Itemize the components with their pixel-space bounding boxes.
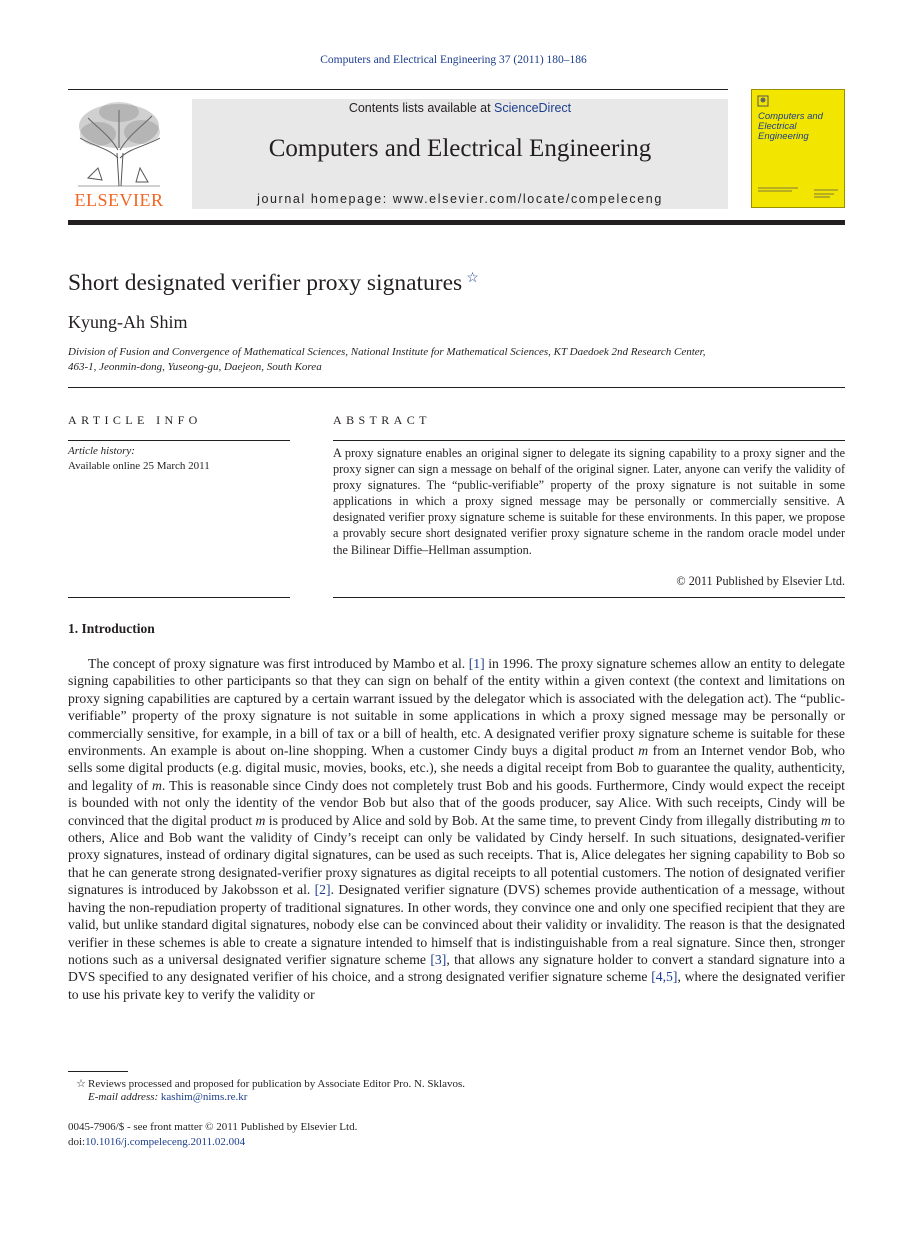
citation-ref-1[interactable]: [1] [468, 656, 485, 671]
intro-text-6: to others, Alice and Bob want the validity of Cindy’s receipt can only be validated by Cindy herself. In such situations, designated-verifier proxy signatures, instead of ordinary digital signatures, can be used as such receipts. That is, Alice delegates her signing capability to Bob so that he can generate strong designated-verifier proxy signatures as digital receipts to all potential customers. The notion of designated verifier signatures is introduced by Jakobsson et al. [68, 812, 846, 898]
header-top-rule [68, 89, 728, 90]
intro-text-8: , that allows any signature holder to convert a standard signature into a DVS specified to any designated verifier of his choice, and a strong designated verifier signature scheme [68, 951, 845, 985]
sciencedirect-link[interactable]: ScienceDirect [494, 101, 572, 115]
email-link[interactable]: kashim@nims.re.kr [160, 1091, 248, 1103]
abstract-copyright: © 2011 Published by Elsevier Ltd. [676, 574, 845, 588]
author-affiliation [68, 345, 768, 374]
footnote-rule [68, 1071, 128, 1072]
journal-citation[interactable]: Computers and Electrical Engineering 37 (2011) 180–186 [320, 54, 587, 66]
doi-label: doi: [68, 1136, 86, 1148]
citation-ref-2[interactable]: [2] [314, 882, 331, 898]
abstract-bottom-rule [333, 597, 845, 598]
math-var-m: m [152, 777, 162, 793]
intro-text-7: . Designated verifier signature (DVS) schemes provide authentication of a message, without having the non-repudiation property of traditional signatures. In other words, they convince one and only one specified recipient that they are valid, but unlike standard digital signatures, nobody else can be convinced about their validity or invalidity. The reason is that the designated verifier in these schemes is able to create a signature intended to himself that is indistinguishable from a real signature. Since then, stronger notions such as a universal designated verifier signature scheme [68, 882, 845, 967]
article-history-value: Available online 25 March 2011 [68, 460, 210, 472]
journal-title: Computers and Electrical Engineering [268, 135, 652, 162]
article-title [68, 270, 479, 297]
cover-title: Computers and Electrical Engineering [758, 111, 823, 142]
article-history-label: Article history: [68, 445, 135, 457]
abstract-text: A proxy signature enables an original signer to delegate its signing capability to a proxy signer and the proxy signer can sign a message on behalf of the original signer. Later, anyone can verify the validity of proxy signatures. The “public-verifiable” property of the proxy signature is not suitable in some applications in which a proxy signed message may be personally or commercially sensitive. A designated verifier proxy signature scheme is suitable for these environments. In this paper, we propose a provably secure short designated verifier proxy signature scheme in the random oracle model under the Bilinear Diffie–Hellman assumption. [333, 446, 845, 557]
journal-homepage [192, 192, 728, 206]
citation-ref-3[interactable]: [3] [430, 951, 447, 967]
affiliation-rule [68, 387, 845, 388]
cover-decoration-icon [758, 186, 838, 200]
footnote-mark: ☆ [76, 1078, 86, 1090]
footnote-email [88, 1091, 247, 1103]
intro-text-2: in 1996. The proxy signature schemes allow an entity to delegate signing capabilities to other participants so that they can sign on behalf of the entity within a given context (the context and limitations on proxy signing capabilities are captured by a certain warrant issued by the delegator which is associated with the delegation act). The “public-verifiable” property of the proxy signature is not suitable in some applications in which a proxy signed message may be personally or commercially sensitive, for example, in a bill of tax or a bill of health, etc. A designated verifier proxy signature scheme is suitable for these environments. An example is about on-line shopping. When a customer Cindy buys a digital product [68, 656, 845, 759]
doi-link[interactable]: 10.1016/j.compeleceng.2011.02.004 [85, 1136, 246, 1148]
title-footnote-mark[interactable]: ☆ [466, 271, 479, 286]
cover-publisher-icon [757, 95, 769, 107]
article-info-rule [68, 440, 290, 441]
issn-line: 0045-7906/$ - see front matter © 2011 Published by Elsevier Ltd. [68, 1121, 358, 1133]
elsevier-logo[interactable] [68, 98, 170, 210]
intro-text-5: is produced by Alice and sold by Bob. At the same time, to prevent Cindy from illegally distributing [265, 812, 822, 828]
article-info-bottom-rule [68, 597, 290, 598]
intro-text-1: The concept of proxy signature was first introduced by Mambo et al. [88, 656, 469, 671]
math-var-m: m [821, 812, 831, 828]
footnote-review [68, 1077, 768, 1090]
section-heading-introduction: 1. Introduction [68, 621, 155, 636]
elsevier-tree-icon [68, 98, 170, 188]
footnote-review-text: Reviews processed and proposed for publication by Associate Editor Pro. N. Sklavos. [88, 1078, 465, 1090]
email-label: E-mail address: [88, 1091, 159, 1103]
citation-ref-4-5[interactable]: [4,5] [651, 969, 678, 985]
journal-cover-thumbnail[interactable] [751, 89, 845, 208]
homepage-prefix: journal homepage: [257, 192, 393, 206]
affiliation-line-1: Division of Fusion and Convergence of Mathematical Sciences, National Institute for Mathematical Sciences, KT Daedoek 2nd Research Center, [68, 346, 706, 358]
intro-text-3: from an Internet vendor Bob, who sells some digital products (e.g. digital music, movies, books, etc.), she needs a digital receipt from Bob to guarantee the quality, authenticity, and legality of [68, 743, 845, 793]
author-name: Kyung-Ah Shim [68, 312, 188, 332]
math-var-m: m [638, 743, 649, 759]
intro-text-9: , where the designated verifier to use his private key to verify the validity or [68, 969, 845, 1002]
header-bottom-rule [68, 220, 845, 225]
contents-prefix: Contents lists available at [348, 101, 495, 115]
introduction-paragraph [68, 655, 845, 1003]
math-var-m: m [255, 812, 266, 828]
doi-line [68, 1136, 245, 1148]
contents-line [192, 101, 728, 115]
affiliation-line-2: 463-1, Jeonmin-dong, Yuseong-gu, Daejeon, South Korea [68, 360, 322, 373]
intro-text-4: . This is reasonable since Cindy does not completely trust Bob and his goods. Furthermore, Cindy would expect the receipt is bounded with not only the identity of the vendor Bob but also that of the goods producer, say Alice. With such receipts, Cindy will be convinced that the digital product [68, 777, 845, 828]
abstract-heading: ABSTRACT [333, 413, 431, 427]
elsevier-wordmark: ELSEVIER [74, 190, 164, 210]
article-title-text: Short designated verifier proxy signatures [68, 270, 463, 296]
article-info-heading: ARTICLE INFO [68, 413, 202, 427]
homepage-url[interactable]: www.elsevier.com/locate/compeleceng [392, 192, 663, 206]
abstract-rule [333, 440, 845, 441]
journal-header-band [192, 99, 728, 209]
